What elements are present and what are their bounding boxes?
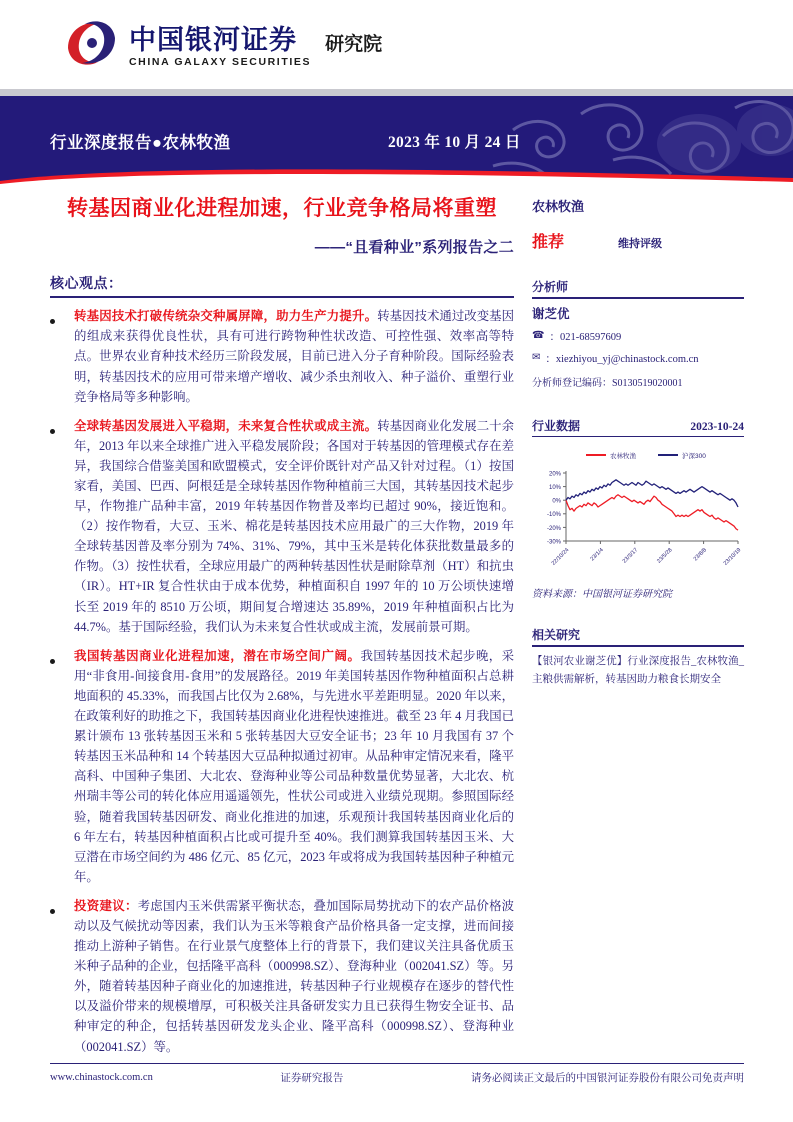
bullet-dot-icon bbox=[50, 306, 74, 329]
svg-text:23/5/28: 23/5/28 bbox=[656, 547, 674, 565]
industry-data-header bbox=[532, 417, 744, 434]
svg-text:0%: 0% bbox=[552, 498, 561, 505]
core-views-list bbox=[50, 306, 514, 1056]
report-banner bbox=[0, 96, 793, 186]
envelope-icon: ✉ bbox=[532, 352, 541, 364]
svg-text:农林牧渔: 农林牧渔 bbox=[610, 453, 636, 461]
page-subtitle: ——“且看种业”系列报告之二 bbox=[314, 239, 514, 257]
bullet-lead: 转基因技术打破传统杂交种属屏障，助力生产力提升。 bbox=[74, 309, 378, 324]
analyst-name: 谢芝优 bbox=[532, 306, 570, 321]
core-views-divider bbox=[50, 296, 514, 298]
svg-text:-10%: -10% bbox=[546, 512, 561, 519]
footer-website-link[interactable]: www.chinastock.com.cn bbox=[50, 1072, 153, 1083]
main-content-column bbox=[50, 196, 514, 1066]
logo-company-name-en: CHINA GALAXY SECURITIES bbox=[129, 56, 312, 68]
bullet-dot-icon bbox=[50, 416, 74, 439]
svg-text:-20%: -20% bbox=[546, 525, 561, 532]
logo-company-name-cn: 中国银河证券 bbox=[129, 24, 297, 55]
banner-date: 2023 年 10 月 24 日 bbox=[388, 134, 521, 151]
svg-text:23/8/8: 23/8/8 bbox=[692, 547, 709, 563]
status-badge: 推荐 bbox=[532, 234, 565, 251]
bullet-text bbox=[74, 416, 514, 637]
bullet-lead: 全球转基因发展进入平稳期，未来复合性状或成主流。 bbox=[74, 418, 378, 433]
related-research-heading: 相关研究 bbox=[532, 628, 581, 643]
performance-chart bbox=[532, 445, 744, 573]
list-item bbox=[50, 416, 514, 637]
galaxy-logo-icon bbox=[63, 18, 121, 68]
industry-data-divider bbox=[532, 436, 744, 438]
sidebar bbox=[532, 196, 744, 690]
footer-report-label: 证券研究报告 bbox=[280, 1073, 344, 1084]
svg-text:-30%: -30% bbox=[546, 539, 561, 546]
svg-text:23/1/4: 23/1/4 bbox=[589, 547, 605, 563]
chart-source: 资料来源：中国银河证券研究院 bbox=[532, 589, 672, 601]
related-research-divider bbox=[532, 645, 744, 647]
svg-text:沪深300: 沪深300 bbox=[682, 453, 706, 461]
page-title: 转基因商业化进程加速，行业竞争格局将重塑 bbox=[67, 197, 497, 220]
analyst-email-row bbox=[532, 351, 744, 366]
bullet-dot-icon bbox=[50, 896, 74, 919]
bullet-lead: 投资建议： bbox=[74, 898, 138, 913]
logo-institute-suffix: 研究院 bbox=[325, 34, 383, 55]
bullet-text bbox=[74, 306, 514, 406]
footer-disclaimer: 请务必阅读正文最后的中国银河证券股份有限公司免责声明 bbox=[471, 1073, 744, 1084]
list-item bbox=[50, 646, 514, 887]
rating-note: 维持评级 bbox=[618, 238, 662, 250]
header-grey-divider bbox=[0, 89, 793, 96]
analyst-phone: ：021-68597609 bbox=[549, 331, 622, 343]
page-footer bbox=[50, 1070, 744, 1085]
company-logo bbox=[63, 18, 382, 68]
bullet-lead: 我国转基因商业化进程加速，潜在市场空间广阔。 bbox=[74, 648, 361, 663]
bullet-text bbox=[74, 646, 514, 887]
svg-text:20%: 20% bbox=[548, 471, 561, 478]
bullet-text bbox=[74, 896, 514, 1057]
sidebar-sector-name: 农林牧渔 bbox=[532, 199, 585, 214]
analyst-heading: 分析师 bbox=[532, 280, 569, 294]
bullet-dot-icon bbox=[50, 646, 74, 669]
industry-data-date: 2023-10-24 bbox=[690, 420, 744, 433]
bullet-body-text: 转基因技术通过改变基因的组成来获得优良性状，具有可进行跨物种性状改造、可控性强、效率高等特点。世界农业育种技术经历三阶段发展，目前已进入分子育种阶段。国际经验表明，转基因技术的应用可带来增产增收、减少杀虫剂收入、种子溢价、重塑行业竞争格局等多种影响。 bbox=[74, 309, 514, 404]
analyst-registration: 分析师登记编码：S0130519020001 bbox=[532, 377, 683, 389]
logo-text bbox=[129, 26, 311, 68]
svg-text:22/10/24: 22/10/24 bbox=[550, 547, 571, 568]
performance-chart-svg bbox=[532, 445, 744, 573]
svg-text:23/3/17: 23/3/17 bbox=[621, 547, 640, 565]
analyst-phone-row bbox=[532, 329, 744, 344]
list-item bbox=[50, 896, 514, 1057]
core-views-heading: 核心观点： bbox=[50, 275, 123, 292]
logo-band bbox=[0, 0, 793, 88]
industry-data-heading: 行业数据 bbox=[532, 418, 581, 433]
bullet-body-text: 我国转基因技术起步晚，采用“非食用-间接食用-食用”的发展路径。2019 年美国转基因作物种植面积占总耕地面积的 45.33%，而我国占比仅为 2.68%，与先进水平差距明显。2020 年以来，在政策利好的助推之下，我国转基因商业化进程快速推进。截至 23 年 4 月我国已累计颁布 13 张转基因玉米和 5 张转基因大豆安全证书；23 年 10 月我国有 37 个转基因玉米品种和 14 个转基因大豆品种拟通过初审。从品种审定情况来看，隆平高科、中国种子集团、大北农、登海种业等公司品种数量优势显著，大北农、杭州瑞丰等公司的转化体应用遥遥领先，性状公司或进入业绩兑现期。参照国际经验，随着我国转基因研发、商业化推进的加速，乐观预计我国转基因商业化后的 6 年左右，转基因种植面积占比或可提升至 40%。我们测算我国转基因玉米、大豆潜在市场空间约为 486 亿元、85 亿元，2023 年或将成为我国转基因种子种植元年。 bbox=[74, 648, 515, 884]
banner-wave-decoration bbox=[0, 165, 793, 186]
phone-icon: ☎ bbox=[532, 330, 545, 342]
svg-text:23/10/19: 23/10/19 bbox=[722, 547, 743, 568]
list-item bbox=[50, 306, 514, 406]
footer-divider bbox=[50, 1063, 744, 1064]
bullet-body-text: 考虑国内玉米供需紧平衡状态，叠加国际局势扰动下的农产品价格波动以及气候扰动等因素，我们认为玉米等粮食产品价格具备一定支撑，进而间接推动上游种子销售。在行业景气度整体上行的背景下，我们建议关注具备优质玉米种子品种的企业，包括隆平高科（000998.SZ）、登海种业（002041.SZ）等。另外，随着转基因种子商业化的加速推进，转基因种子行业规模存在逐步的替代性以及溢价带来的规模增厚，可积极关注具备研发实力且已获得生物安全证书、品种审定的种企，包括转基因研发龙头企业、隆平高科（000998.SZ）、登海种业（002041.SZ）等。 bbox=[74, 898, 515, 1054]
rating-block bbox=[532, 229, 744, 252]
banner-report-type: 行业深度报告●农林牧渔 bbox=[50, 134, 231, 152]
related-research-item[interactable]: 【银河农业谢芝优】行业深度报告_农林牧渔_主粮供需解析，转基因助力粮食长期安全 bbox=[532, 655, 744, 686]
analyst-email[interactable]: ：xiezhiyou_yj@chinastock.com.cn bbox=[545, 353, 699, 365]
bullet-body-text: 转基因商业化发展二十余年，2013 年以来全球推广进入平稳发展阶段；各国对于转基因的管理模式存在差异，我国综合借鉴美国和欧盟模式，安全评价既针对产品又针对过程。（1）按国家看，美国、巴西、阿根廷是全球转基因作物种植前三大国，其转基因技术起步早，作物推广品种丰富，2019 年转基因作物普及率均已超过 90%，接近饱和。（2）按作物看，大豆、玉米、棉花是转基因技术应用最广的三大作物，2019 年全球转基因普及率分别为 74%、31%、79%，其中玉米是转化体获批数量最多的作物。（3）按性状看，全球应用最广的两种转基因性状是耐除草剂（HT）和抗虫（IR）。HT+IR 复合性状由于成本优势，种植面积自 1997 年的 10 万公顷快速增长至 2019 年的 8510 万公顷，期间复合增速达 35.89%，2019 年种植面积占比为 44.7%。基于国际经验，我们认为未来复合性状或成主流，发展前景可期。 bbox=[74, 418, 514, 634]
svg-text:10%: 10% bbox=[548, 485, 561, 492]
analyst-divider bbox=[532, 297, 744, 299]
